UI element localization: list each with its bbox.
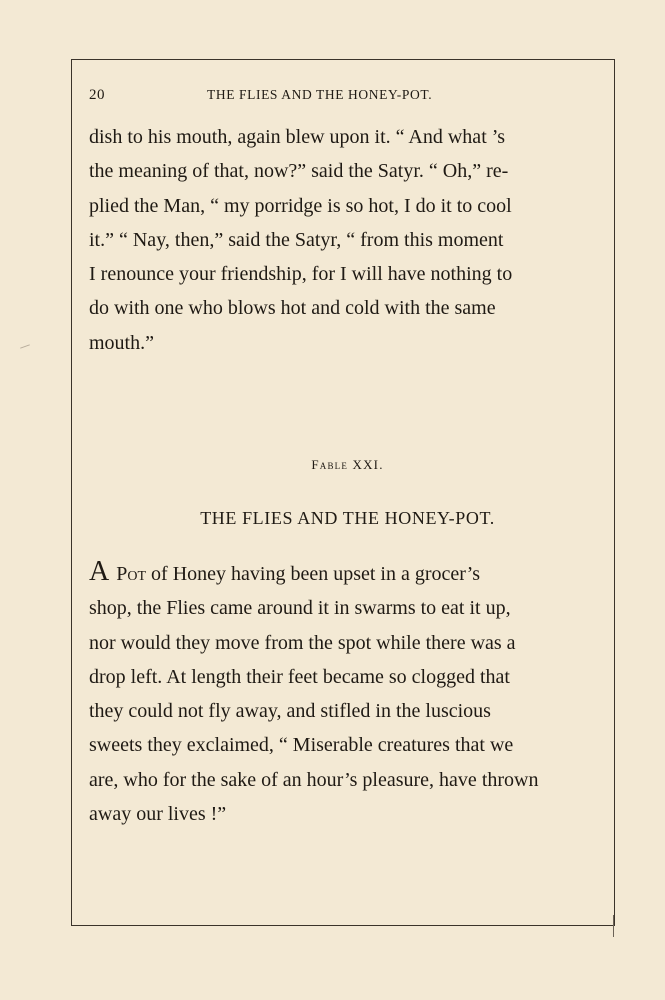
- fable-title: THE FLIES AND THE HONEY-POT.: [200, 508, 495, 528]
- fable-number: Fable XXI.: [311, 457, 384, 472]
- text-line: are, who for the sake of an hour’s pleasure, have thrown: [89, 768, 539, 791]
- first-word: Pot: [116, 563, 147, 585]
- text-line: I renounce your friendship, for I will have nothing to: [89, 263, 513, 286]
- running-title: THE FLIES AND THE HONEY-POT.: [207, 87, 433, 102]
- text-line: mouth.”: [89, 331, 154, 354]
- text-line: sweets they exclaimed, “ Miserable creatures that we: [89, 734, 514, 757]
- first-line-rest: of Honey having been upset in a grocer’s: [146, 563, 481, 585]
- text-line: drop left. At length their feet became so clogged that: [89, 665, 510, 688]
- text-line: it.” “ Nay, then,” said the Satyr, “ from this moment: [89, 228, 504, 251]
- text-line: dish to his mouth, again blew upon it. “ And what ’s: [89, 126, 506, 148]
- border-tail: [613, 915, 614, 937]
- drop-cap: A: [89, 556, 112, 587]
- text-line: plied the Man, “ my porridge is so hot, I do it to cool: [89, 194, 512, 217]
- running-header: [89, 87, 599, 109]
- first-line: [89, 555, 596, 591]
- text-line: do with one who blows hot and cold with the same: [89, 297, 496, 320]
- text-line: away our lives !”: [89, 803, 227, 826]
- margin-mark: [20, 344, 30, 348]
- fable-body: [89, 555, 596, 831]
- previous-fable-ending: [89, 120, 596, 360]
- page-number: 20: [89, 87, 105, 103]
- text-line: the meaning of that, now?” said the Satyr. “ Oh,” re-: [89, 160, 509, 183]
- text-line: shop, the Flies came around it in swarms to eat it up,: [89, 597, 511, 620]
- text-line: they could not fly away, and stifled in the luscious: [89, 700, 491, 723]
- text-line: nor would they move from the spot while there was a: [89, 631, 516, 654]
